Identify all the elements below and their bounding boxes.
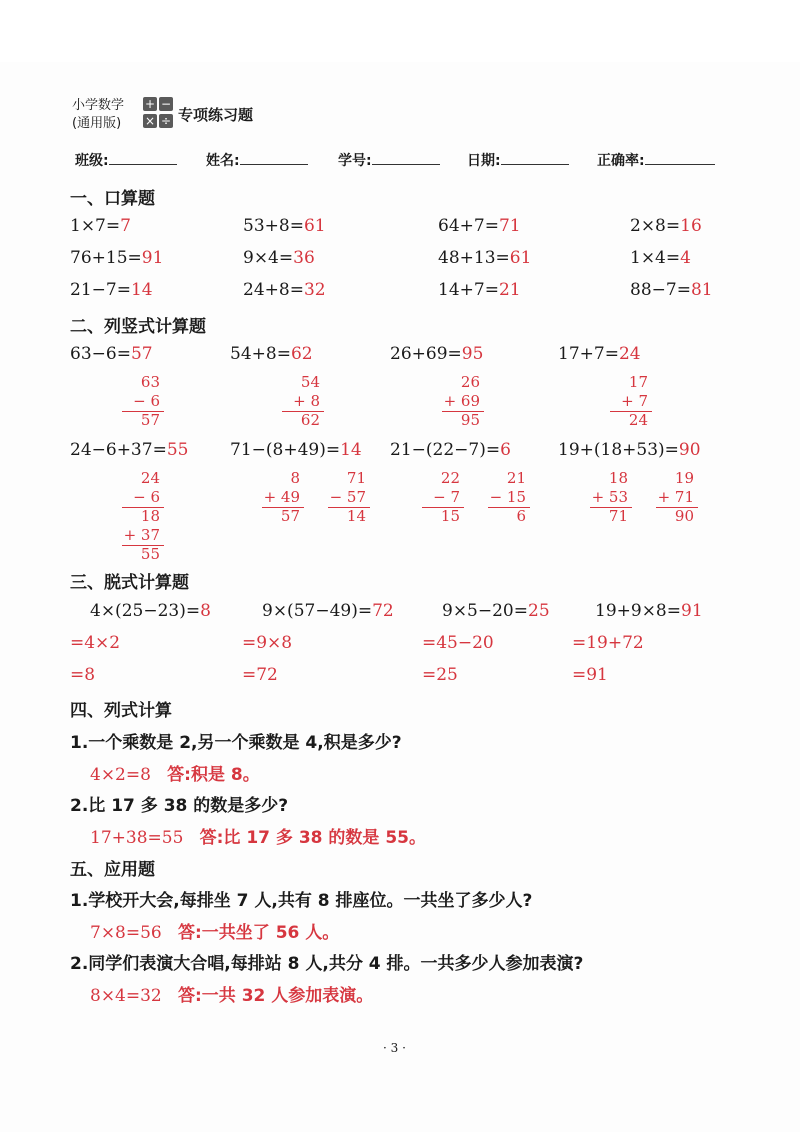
- vertical-problem-answer: 14: [340, 440, 362, 460]
- mental-math-item-answer: 91: [141, 248, 164, 268]
- vertical-work-line: 63: [140, 373, 160, 391]
- vertical-problem: [230, 440, 362, 460]
- divide-icon: ÷: [160, 114, 172, 128]
- mental-math-item-question: 9×4=: [243, 248, 294, 268]
- stepwise-problem-question: 9×5−20=: [442, 601, 528, 621]
- vertical-problem-answer: 95: [461, 344, 484, 364]
- stepwise-result: =72: [242, 665, 278, 685]
- mental-math-item-question: 64+7=: [438, 216, 499, 236]
- question-4-2: 2.比 17 多 38 的数是多少?: [70, 796, 289, 816]
- mental-math-item: [630, 280, 713, 300]
- mental-math-item-answer: 32: [303, 280, 326, 300]
- vertical-work-line: 71: [346, 469, 366, 487]
- mental-math-item-question: 21−7=: [70, 280, 131, 300]
- question-5-1: 1.学校开大会,每排坐 7 人,共有 8 排座位。一共坐了多少人?: [70, 891, 533, 911]
- stepwise-problem: [442, 601, 550, 621]
- stepwise-problem-answer: 72: [372, 601, 394, 621]
- vertical-work-line: 95: [460, 411, 480, 429]
- vertical-work-line: 22: [440, 469, 460, 487]
- plus-icon: +: [144, 97, 156, 111]
- vertical-work-line: 8: [290, 469, 300, 487]
- stepwise-problem-answer: 25: [528, 601, 550, 621]
- mental-math-item-question: 2×8=: [630, 216, 681, 236]
- vertical-work-line: 6: [516, 507, 526, 525]
- vertical-problem-answer: 90: [678, 440, 701, 460]
- vertical-work-rule: [422, 507, 464, 508]
- vertical-work-line: 57: [280, 507, 300, 525]
- vertical-work-line: 19: [674, 469, 694, 487]
- mental-math-item: [243, 280, 326, 300]
- vertical-work-line: 18: [140, 507, 160, 525]
- edition-label: (通用版): [72, 116, 122, 131]
- answer-5-1: 7×8=56 答:一共坐了 56 人。: [90, 923, 340, 943]
- vertical-work-line: 26: [460, 373, 480, 391]
- vertical-work-rule: [122, 545, 164, 546]
- vertical-work-line: 17: [628, 373, 648, 391]
- vertical-work-rule: [442, 411, 484, 412]
- date-field[interactable]: 日期:: [467, 150, 569, 170]
- stepwise-problem-question: 9×(57−49)=: [262, 601, 373, 621]
- math-symbols-logo: [143, 97, 175, 131]
- vertical-problem: [70, 344, 153, 364]
- stepwise-problem-question: 19+9×8=: [595, 601, 681, 621]
- question-4-1: 1.一个乘数是 2,另一个乘数是 4,积是多少?: [70, 733, 402, 753]
- vertical-work-rule: [328, 507, 370, 508]
- vertical-work-rule: [590, 507, 632, 508]
- mental-math-item: [438, 216, 521, 236]
- vertical-problem: [390, 344, 483, 364]
- vertical-work-line: 24: [628, 411, 648, 429]
- vertical-work-line: − 57: [329, 488, 366, 506]
- stepwise-problem: [595, 601, 703, 621]
- vertical-work-rule: [282, 411, 324, 412]
- vertical-work-line: 24: [140, 469, 160, 487]
- vertical-work-line: 55: [140, 545, 160, 563]
- vertical-work-line: + 53: [591, 488, 628, 506]
- vertical-work-line: + 49: [263, 488, 300, 506]
- vertical-work-line: 62: [300, 411, 320, 429]
- stepwise-step: =19+72: [572, 633, 644, 653]
- vertical-problem: [70, 440, 188, 460]
- stepwise-result: =25: [422, 665, 458, 685]
- answer-4-1: 4×2=8 答:积是 8。: [90, 765, 260, 785]
- answer-4-2: 17+38=55 答:比 17 多 38 的数是 55。: [90, 828, 426, 848]
- section-title-mental-math: 一、口算题: [70, 189, 155, 209]
- vertical-problem-question: 63−6=: [70, 344, 131, 364]
- vertical-problem-answer: 24: [618, 344, 641, 364]
- mental-math-item-question: 76+15=: [70, 248, 142, 268]
- stepwise-problem: [262, 601, 394, 621]
- minus-icon: −: [160, 97, 172, 111]
- page-title: 专项练习题: [178, 106, 254, 124]
- vertical-problem-answer: 57: [130, 344, 153, 364]
- section-title-vertical-calc: 二、列竖式计算题: [70, 317, 206, 337]
- page-number: · 3 ·: [383, 1041, 406, 1055]
- section-title-word-problems: 五、应用题: [70, 860, 155, 880]
- mental-math-item-question: 1×4=: [630, 248, 681, 268]
- vertical-work-line: 71: [608, 507, 628, 525]
- stepwise-step: =4×2: [70, 633, 121, 653]
- vertical-work-rule: [610, 411, 652, 412]
- mental-math-item-question: 1×7=: [70, 216, 121, 236]
- mental-math-item-question: 48+13=: [438, 248, 510, 268]
- vertical-work-rule: [656, 507, 698, 508]
- vertical-work-line: 14: [346, 507, 366, 525]
- vertical-work-line: + 7: [621, 392, 648, 410]
- vertical-work-line: 18: [608, 469, 628, 487]
- answer-5-2: 8×4=32 答:一共 32 人参加表演。: [90, 986, 374, 1006]
- vertical-problem: [390, 440, 511, 460]
- mental-math-item: [70, 248, 163, 268]
- vertical-work-line: + 37: [123, 526, 160, 544]
- vertical-problem-question: 26+69=: [390, 344, 462, 364]
- mental-math-item-answer: 61: [303, 216, 326, 236]
- mental-math-item-answer: 71: [498, 216, 521, 236]
- mental-math-item: [70, 280, 153, 300]
- stepwise-result: =91: [572, 665, 608, 685]
- class-field[interactable]: 班级:: [75, 150, 177, 170]
- stepwise-step: =45−20: [422, 633, 494, 653]
- mental-math-item-answer: 61: [509, 248, 532, 268]
- mental-math-item-answer: 16: [680, 216, 702, 236]
- mental-math-item: [243, 216, 326, 236]
- vertical-work-rule: [122, 507, 164, 508]
- mental-math-item: [70, 216, 131, 236]
- vertical-problem-question: 24−6+37=: [70, 440, 167, 460]
- vertical-work-rule: [262, 507, 304, 508]
- mental-math-item-answer: 4: [680, 248, 691, 268]
- vertical-problem-answer: 62: [290, 344, 313, 364]
- mental-math-item: [438, 280, 521, 300]
- vertical-work-line: + 8: [293, 392, 320, 410]
- vertical-work-line: − 6: [133, 488, 160, 506]
- mental-math-item-answer: 21: [498, 280, 521, 300]
- student-id-field[interactable]: 学号:: [338, 150, 440, 170]
- mental-math-item: [630, 248, 691, 268]
- stepwise-step: =9×8: [242, 633, 293, 653]
- stepwise-problem-answer: 8: [200, 601, 211, 621]
- stepwise-result: =8: [70, 665, 96, 685]
- vertical-problem-question: 17+7=: [558, 344, 619, 364]
- top-margin: [0, 0, 800, 62]
- mental-math-item-question: 24+8=: [243, 280, 304, 300]
- mental-math-item: [243, 248, 315, 268]
- vertical-work-line: 90: [674, 507, 694, 525]
- vertical-problem-question: 19+(18+53)=: [558, 440, 679, 460]
- mental-math-item-question: 14+7=: [438, 280, 499, 300]
- vertical-work-line: − 6: [133, 392, 160, 410]
- mental-math-item-answer: 36: [293, 248, 315, 268]
- stepwise-problem: [90, 601, 211, 621]
- vertical-problem-answer: 55: [166, 440, 189, 460]
- question-5-2: 2.同学们表演大合唱,每排站 8 人,共分 4 排。一共多少人参加表演?: [70, 954, 584, 974]
- mental-math-item-answer: 81: [690, 280, 713, 300]
- accuracy-field[interactable]: 正确率:: [597, 150, 715, 170]
- vertical-work-line: 57: [140, 411, 160, 429]
- stepwise-problem-answer: 91: [681, 601, 703, 621]
- stepwise-problem-question: 4×(25−23)=: [90, 601, 201, 621]
- vertical-work-line: + 69: [443, 392, 480, 410]
- subject-label: 小学数学: [72, 98, 125, 113]
- mental-math-item: [438, 248, 531, 268]
- section-title-stepwise: 三、脱式计算题: [70, 573, 189, 593]
- vertical-work-line: 21: [506, 469, 526, 487]
- vertical-problem-question: 71−(8+49)=: [230, 440, 341, 460]
- vertical-work-rule: [122, 411, 164, 412]
- mental-math-item: [630, 216, 702, 236]
- mental-math-item-answer: 14: [130, 280, 153, 300]
- vertical-problem-answer: 6: [500, 440, 511, 460]
- vertical-problem-question: 21−(22−7)=: [390, 440, 501, 460]
- vertical-work-line: 15: [440, 507, 460, 525]
- section-title-expression: 四、列式计算: [70, 701, 172, 721]
- vertical-problem-question: 54+8=: [230, 344, 291, 364]
- vertical-problem: [558, 440, 701, 460]
- name-field[interactable]: 姓名:: [206, 150, 308, 170]
- vertical-problem: [230, 344, 313, 364]
- vertical-work-line: + 71: [657, 488, 694, 506]
- times-icon: ×: [144, 114, 156, 128]
- vertical-work-line: − 15: [489, 488, 526, 506]
- vertical-problem: [558, 344, 641, 364]
- vertical-work-line: − 7: [433, 488, 460, 506]
- vertical-work-line: 54: [300, 373, 320, 391]
- mental-math-item-question: 53+8=: [243, 216, 304, 236]
- vertical-work-rule: [488, 507, 530, 508]
- mental-math-item-question: 88−7=: [630, 280, 691, 300]
- mental-math-item-answer: 7: [120, 216, 131, 236]
